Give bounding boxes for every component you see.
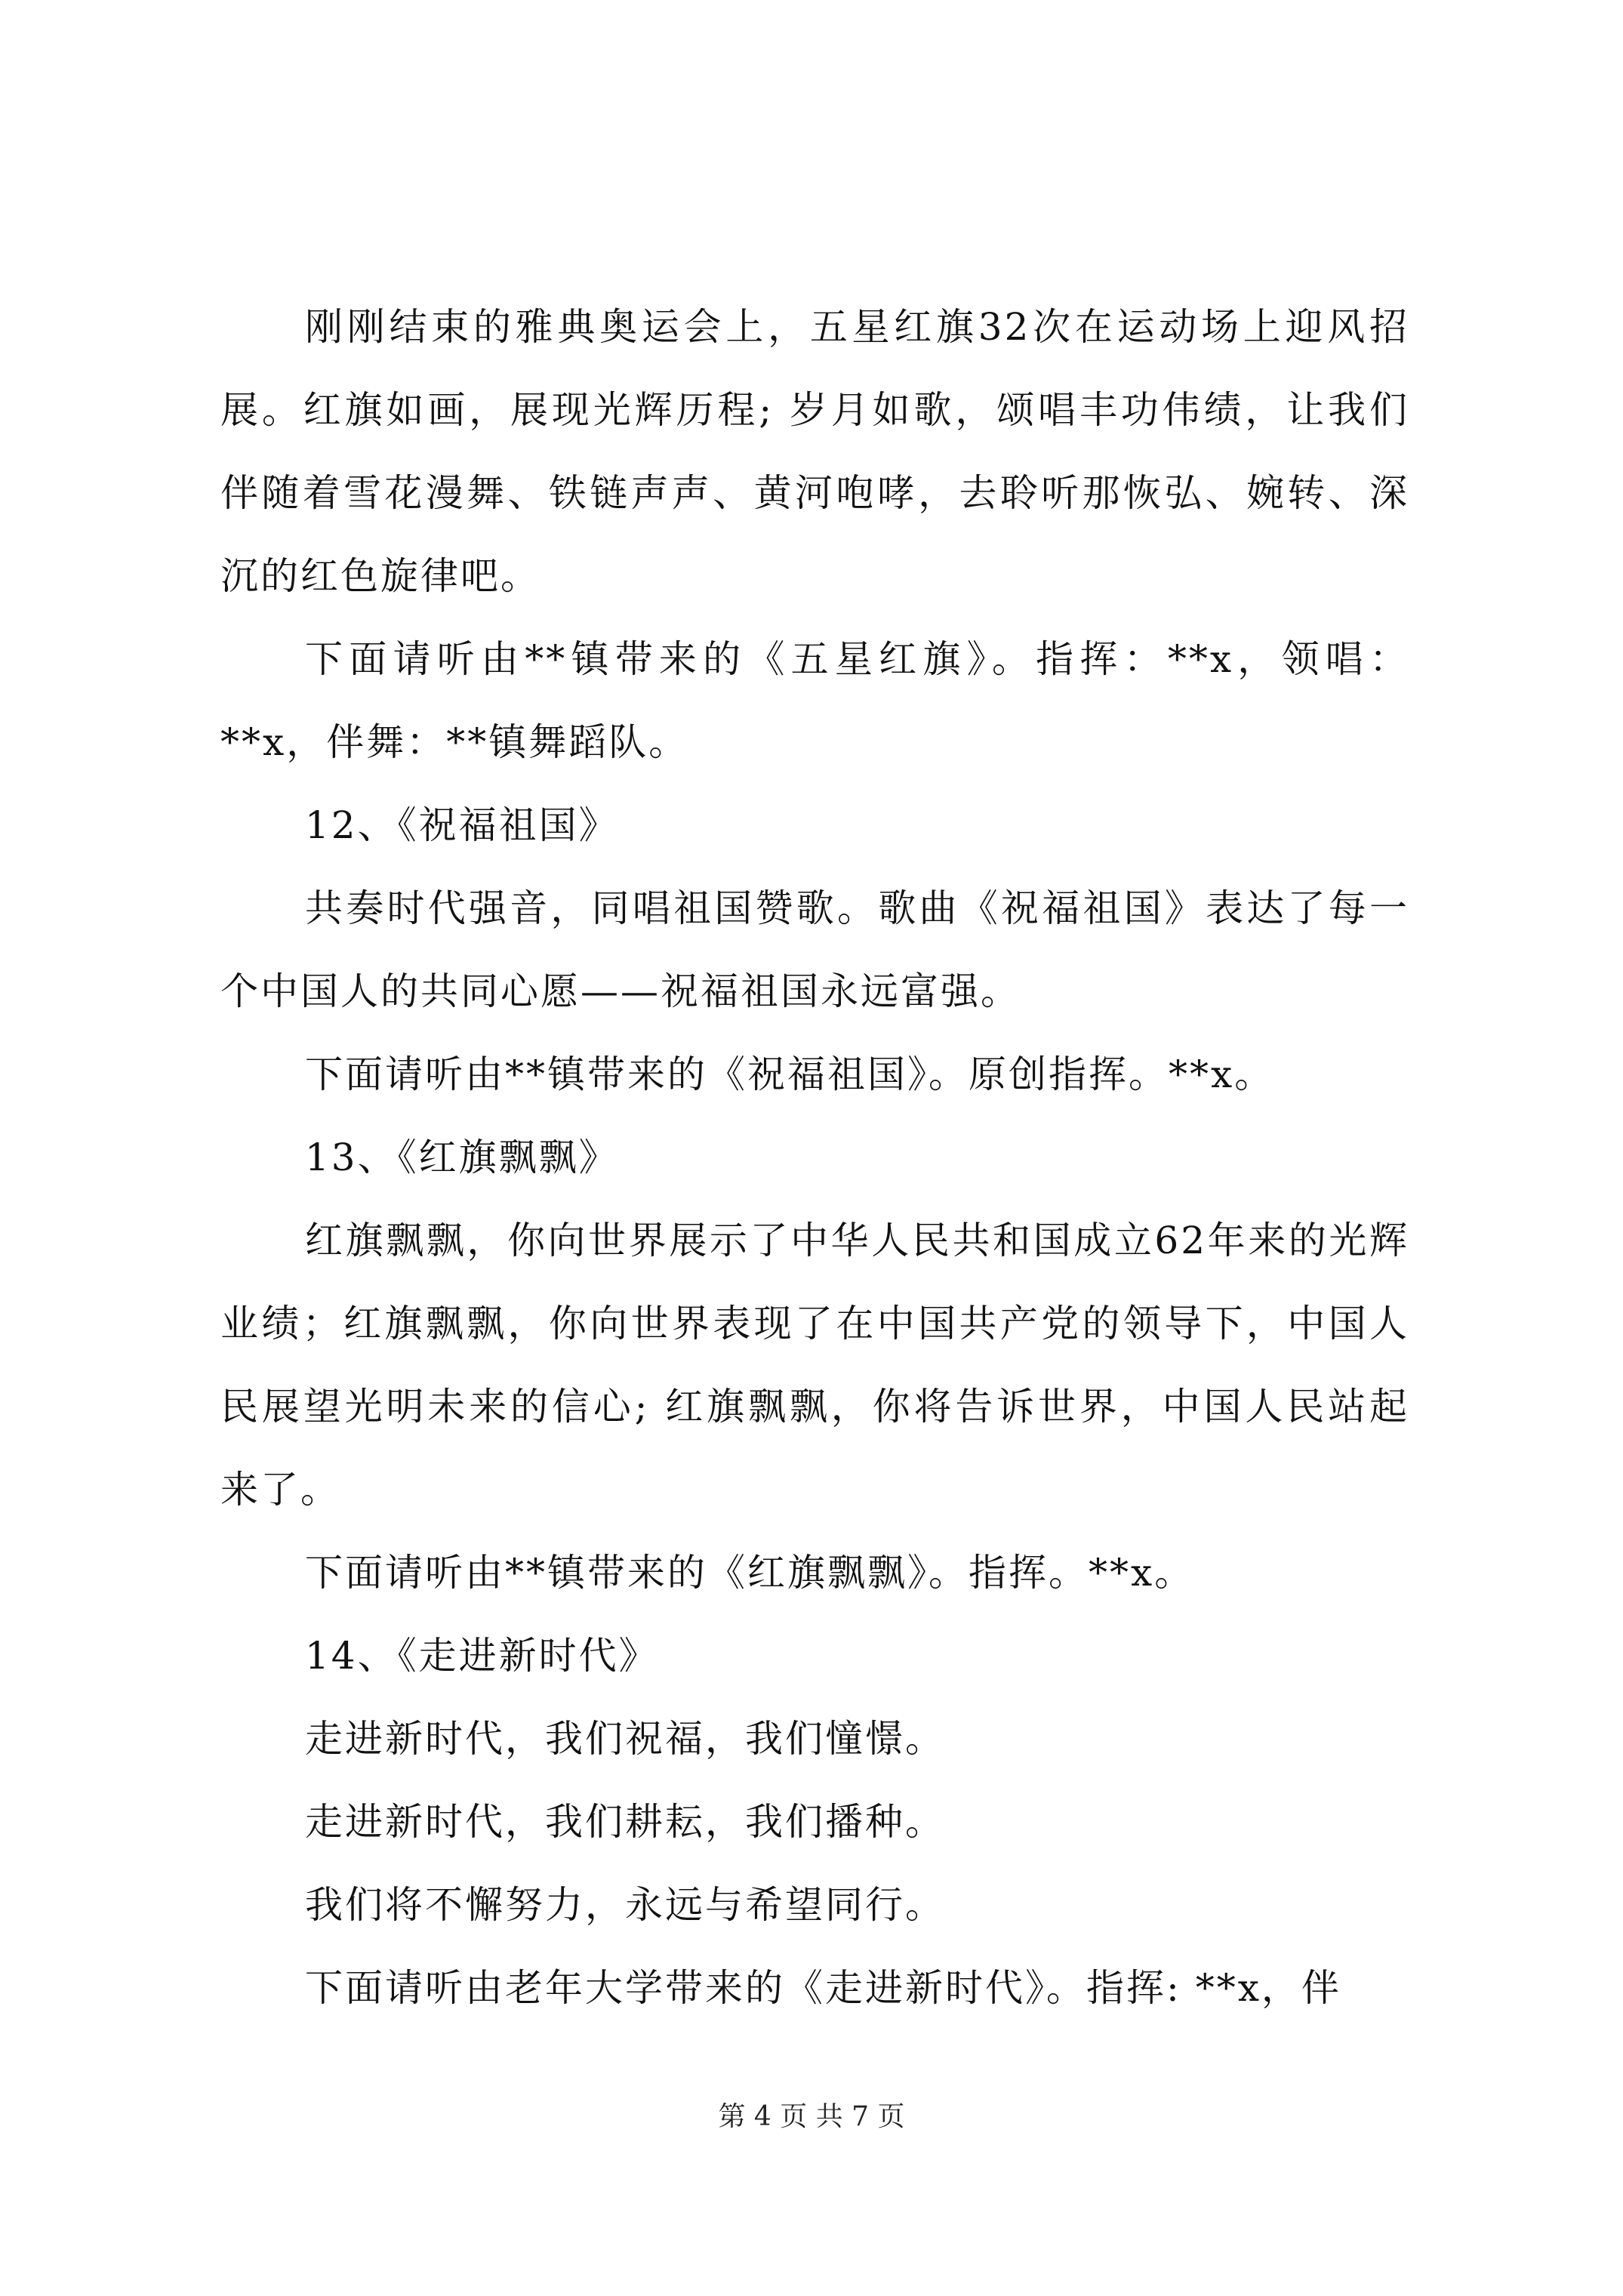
paragraph-announce-hongqi: 下面请听由**镇带来的《红旗飘飘》。指挥。**x。 xyxy=(305,1551,1195,1595)
document-body xyxy=(220,285,1409,2029)
paragraph-intro-zhufu: 共奏时代强音，同唱祖国赞歌。歌曲《祝福祖国》表达了每一个中国人的共同心愿——祝福祖国永远富强。 xyxy=(220,886,1409,1013)
paragraph-announce-zhufu: 下面请听由**镇带来的《祝福祖国》。原创指挥。**x。 xyxy=(305,1052,1275,1096)
paragraph-announce-wuxing: 下面请听由**镇带来的《五星红旗》。指挥：**x，领唱：**x，伴舞：**镇舞蹈队。 xyxy=(220,637,1409,764)
heading-item-12: 12、《祝福祖国》 xyxy=(305,803,619,847)
heading-item-14: 14、《走进新时代》 xyxy=(305,1634,659,1678)
verse-line-2: 走进新时代，我们耕耘，我们播种。 xyxy=(305,1800,945,1844)
heading-item-13: 13、《红旗飘飘》 xyxy=(305,1136,619,1179)
page-number: 第 4 页 共 7 页 xyxy=(718,2101,905,2132)
paragraph-intro-hongqi: 红旗飘飘，你向世界展示了中华人民共和国成立62年来的光辉业绩；红旗飘飘，你向世界表现了在中国共产党的领导下，中国人民展望光明未来的信心; 红旗飘飘，你将告诉世界，中国人民站起来了。 xyxy=(220,1219,1409,1512)
paragraph-announce-zoujin: 下面请听由老年大学带来的《走进新时代》。指挥: **x，伴 xyxy=(305,1966,1341,2010)
verse-line-3: 我们将不懈努力，永远与希望同行。 xyxy=(305,1883,945,1927)
paragraph-intro-flag: 刚刚结束的雅典奥运会上，五星红旗32次在运动场上迎风招展。红旗如画，展现光辉历程; 岁月如歌，颂唱丰功伟绩，让我们伴随着雪花漫舞、铁链声声、黄河咆哮，去聆听那恢弘、婉转、深沉的红色旋律吧。 xyxy=(220,305,1409,598)
verse-line-1: 走进新时代，我们祝福，我们憧憬。 xyxy=(305,1717,945,1761)
